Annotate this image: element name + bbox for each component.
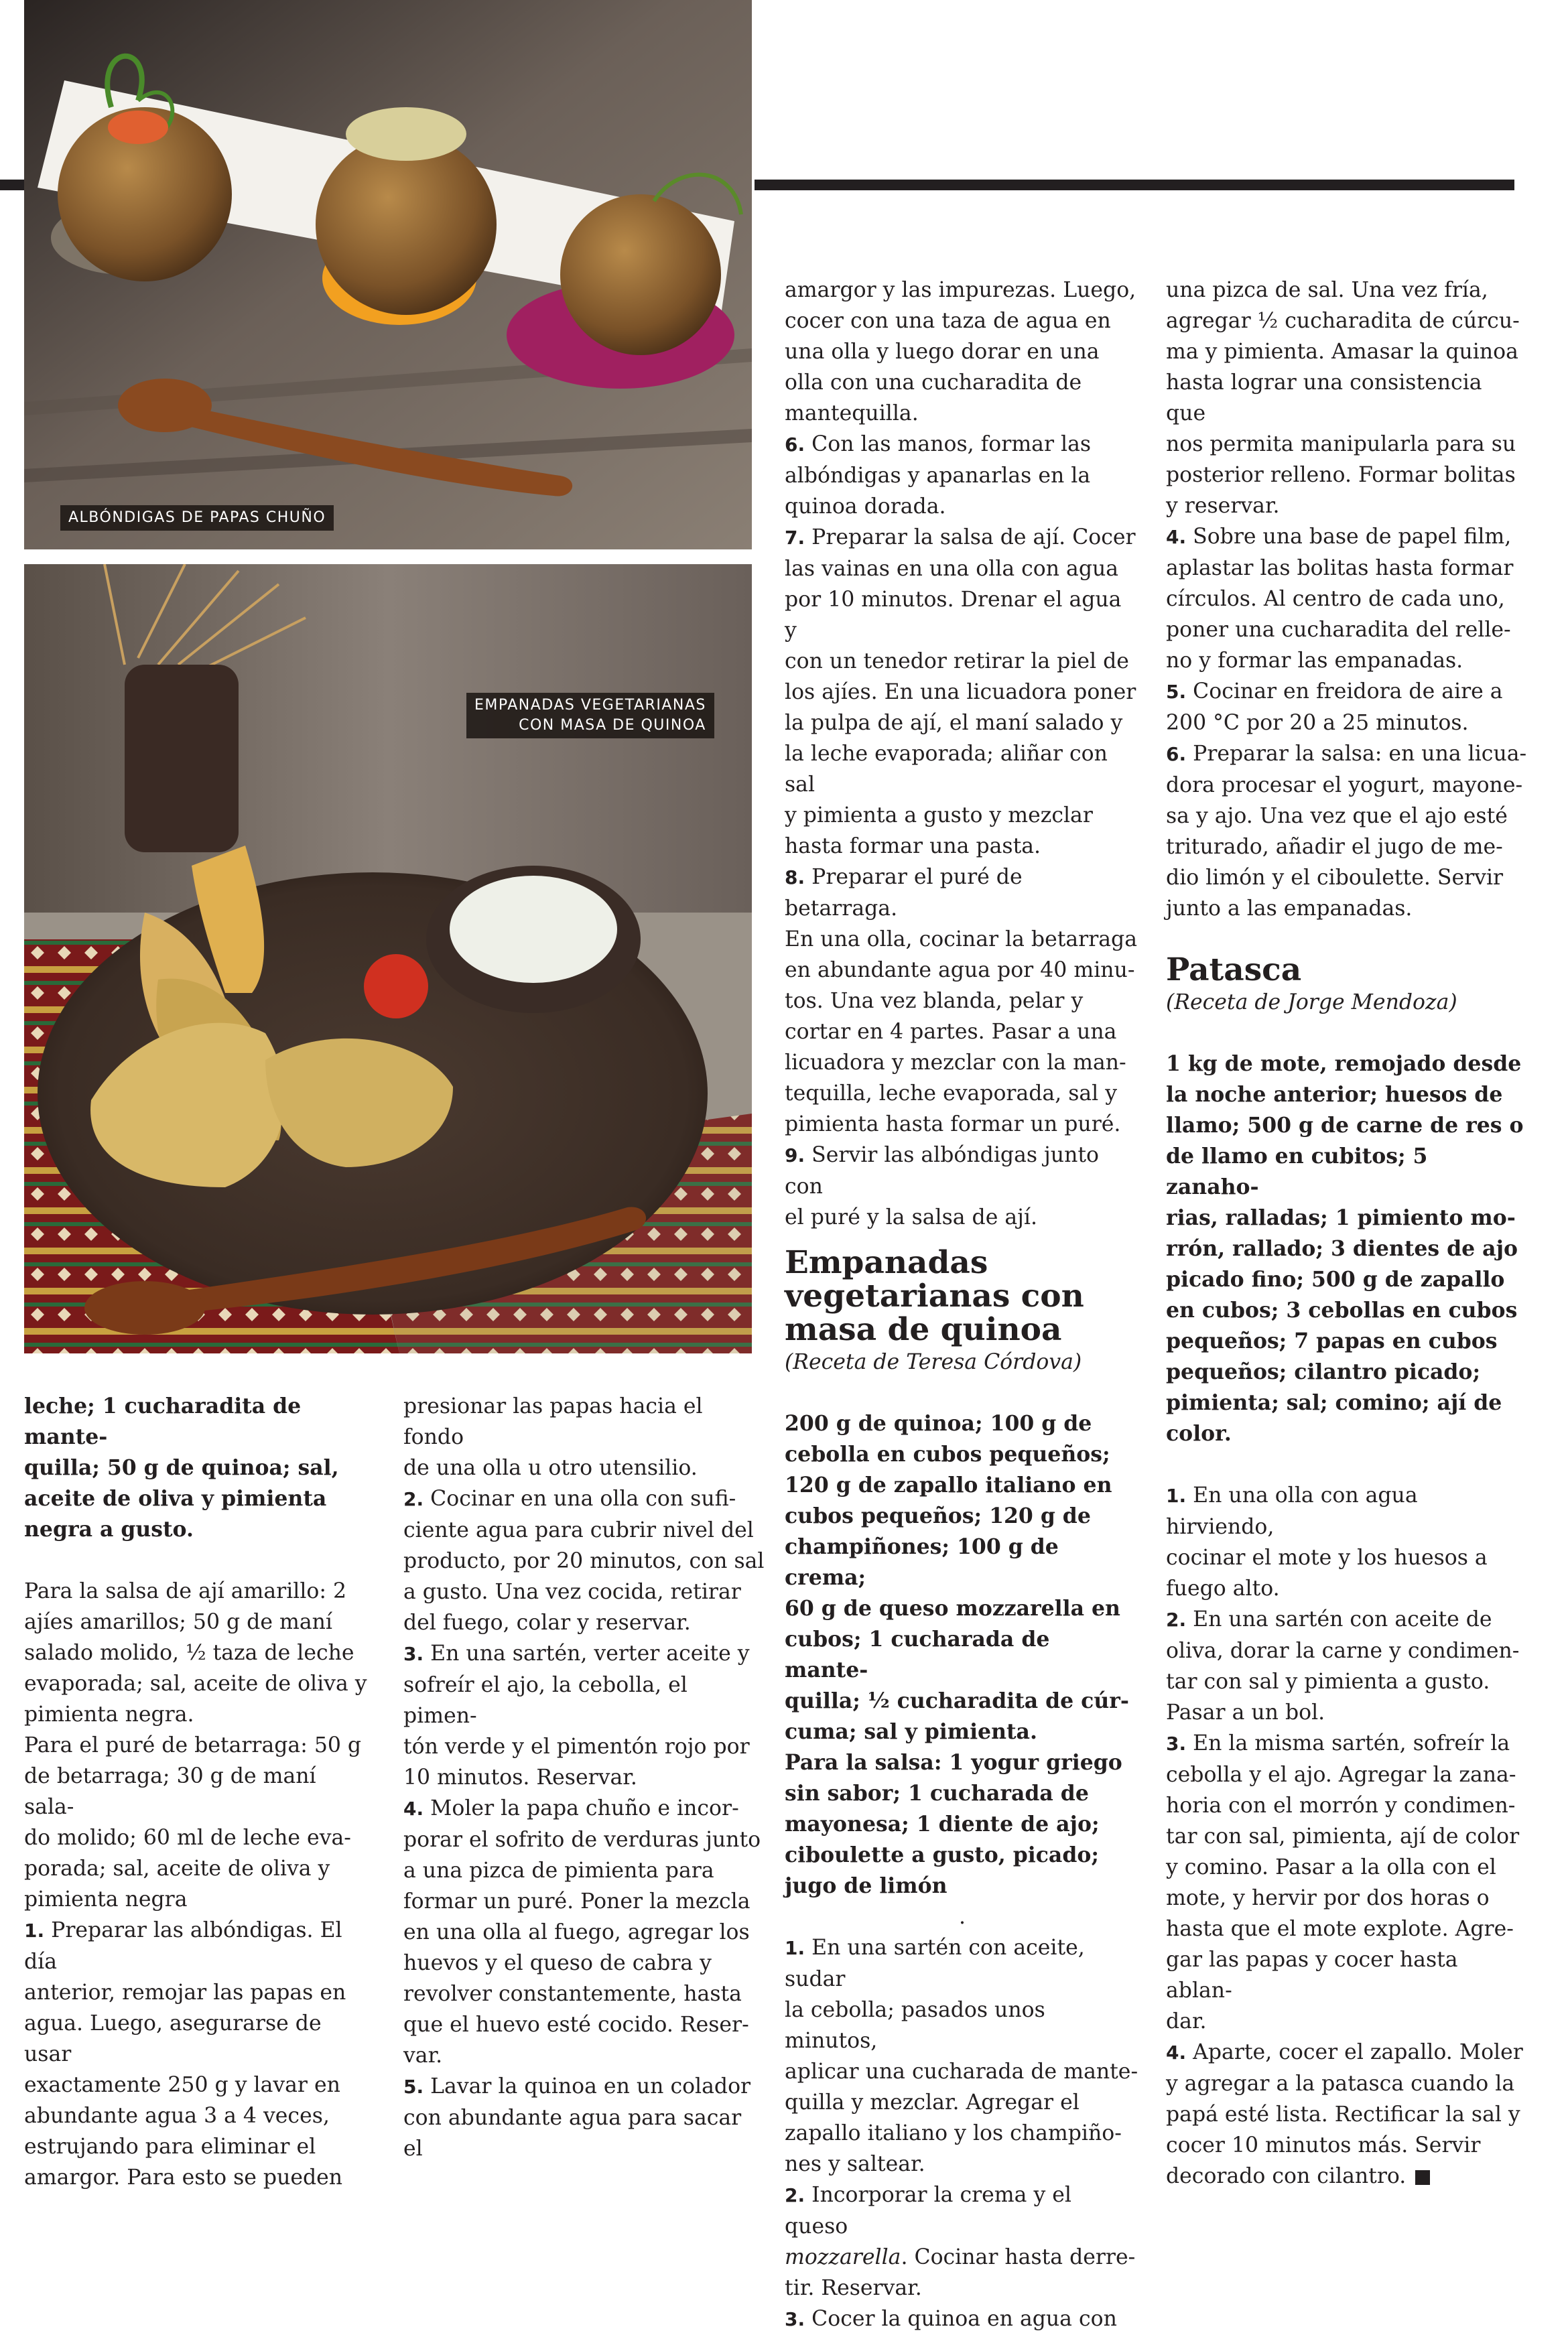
text-line: dio limón y el ciboulette. Servir xyxy=(1166,866,1504,890)
text-line: tar con sal, pimienta, ají de color xyxy=(1166,1824,1520,1849)
step-number: 5. xyxy=(403,2076,424,2098)
text-line: dar. xyxy=(1166,2009,1207,2033)
text-line: picado fino; 500 g de zapallo xyxy=(1166,1267,1505,1292)
text-line: el puré y la salsa de ají. xyxy=(785,1205,1038,1229)
text-line: albóndigas y apanarlas en la xyxy=(785,464,1091,488)
caption-line: CON MASA DE QUINOA xyxy=(519,717,706,734)
text-line: Pasar a un bol. xyxy=(1166,1700,1325,1725)
step-list xyxy=(1166,521,1528,924)
step-number: 4. xyxy=(1166,2042,1187,2064)
text-line xyxy=(1166,2161,1528,2192)
text-line: do molido; 60 ml de leche eva- xyxy=(24,1826,351,1850)
text-line: la cebolla; pasados unos minutos, xyxy=(785,1998,1045,2053)
text-line: la leche evaporada; aliñar con sal xyxy=(785,742,1108,797)
step-text: Cocinar en una olla con sufi- xyxy=(430,1487,736,1511)
text-line: anterior, remojar las papas en xyxy=(24,1981,346,2005)
text-line: ciboulette a gusto, picado; xyxy=(785,1843,1099,1867)
text-line: nos permita manipularla para su xyxy=(1166,432,1516,456)
text-line: gar las papas y cocer hasta ablan- xyxy=(1166,1948,1458,2003)
caption-line: EMPANADAS VEGETARIANAS xyxy=(474,697,706,714)
step-number: 5. xyxy=(1166,681,1187,703)
step-text: Cocinar en freidora de aire a xyxy=(1193,679,1503,704)
text-line: quilla; 50 g de quinoa; sal, xyxy=(24,1455,339,1480)
recipe-title xyxy=(1166,953,1528,987)
text-line xyxy=(785,2304,1140,2335)
step-text: Preparar la salsa: en una licua- xyxy=(1193,742,1527,766)
text-line: a gusto. Una vez cocida, retirar xyxy=(403,1580,741,1604)
text-line: llamo; 500 g de carne de res o xyxy=(1166,1113,1524,1138)
step-text: Preparar las albóndigas. El día xyxy=(24,1918,342,1974)
step-text: En una sartén, verter aceite y xyxy=(430,1642,750,1666)
text-line: amargor y las impurezas. Luego, xyxy=(785,278,1136,302)
title-line: Empanadas xyxy=(785,1244,988,1281)
ingredients-block xyxy=(1166,1049,1528,1449)
text-line: pequeños; 7 papas en cubos xyxy=(1166,1329,1498,1353)
text-line: y comino. Pasar a la olla con el xyxy=(1166,1855,1496,1879)
step-text: Incorporar la crema y el queso xyxy=(785,2183,1071,2239)
text-line: amargor. Para esto se pueden xyxy=(24,2165,343,2190)
text-line: fuego alto. xyxy=(1166,1577,1280,1601)
text-line: círculos. Al centro de cada uno, xyxy=(1166,587,1505,611)
text-line: Para la salsa: 1 yogur griego xyxy=(785,1750,1122,1775)
step xyxy=(785,429,1140,522)
text-line: jugo de limón xyxy=(785,1873,948,1898)
text-line: tir. Reservar. xyxy=(785,2276,922,2300)
step xyxy=(1166,676,1528,738)
text-line xyxy=(1166,1480,1528,1542)
text-line: aceite de oliva y pimienta xyxy=(24,1486,327,1511)
text-line: mayonesa; 1 diente de ajo; xyxy=(785,1812,1100,1837)
step-number: 4. xyxy=(403,1798,424,1820)
text-line xyxy=(785,429,1140,460)
text-line: de una olla u otro utensilio. xyxy=(403,1456,698,1480)
text-line xyxy=(403,1793,765,1824)
pure-block xyxy=(24,1730,373,1915)
step-number: 6. xyxy=(785,433,805,456)
text-line: cocer 10 minutos más. Servir xyxy=(1166,2133,1481,2157)
step-text: Cocer la quinoa en agua con xyxy=(811,2307,1117,2331)
text-line xyxy=(403,2071,765,2103)
recipe-credit: (Receta de Jorge Mendoza) xyxy=(1166,990,1457,1014)
text-line: con un tenedor retirar la piel de xyxy=(785,649,1129,673)
text-line xyxy=(1166,1728,1528,1759)
photo-caption-empanadas xyxy=(466,693,714,738)
text-line: hasta que el mote explote. Agre- xyxy=(1166,1917,1514,1941)
text-line: evaporada; sal, aceite de oliva y xyxy=(24,1672,367,1696)
text-line xyxy=(785,1140,1140,1202)
text-line: quinoa dorada. xyxy=(785,494,946,519)
step-number: 7. xyxy=(785,527,805,549)
recipe-title xyxy=(785,1246,1140,1347)
step-text: Sobre una base de papel film, xyxy=(1193,525,1512,549)
text-line: producto, por 20 minutos, con sal xyxy=(403,1549,765,1573)
text-line: cocinar el mote y los huesos a xyxy=(1166,1546,1488,1570)
text-line xyxy=(403,1483,765,1515)
text-line xyxy=(24,1915,373,1977)
text-line: y pimienta a gusto y mezclar xyxy=(785,803,1093,827)
step-text: Preparar la salsa de ají. Cocer xyxy=(811,525,1136,549)
step xyxy=(403,1793,765,2071)
step-text: En una sartén con aceite, sudar xyxy=(785,1936,1085,1991)
text-line xyxy=(1166,521,1528,553)
text-line: junto a las empanadas. xyxy=(1166,896,1413,921)
step-number: 1. xyxy=(24,1920,45,1942)
text-line: quilla; ½ cucharadita de cúr- xyxy=(785,1688,1129,1713)
step-text: Con las manos, formar las xyxy=(811,432,1092,456)
text-line: cebolla y el ajo. Agregar la zana- xyxy=(1166,1763,1516,1787)
step-number: 6. xyxy=(1166,743,1187,765)
text-line: tar con sal y pimienta a gusto. xyxy=(1166,1670,1490,1694)
step xyxy=(785,522,1140,862)
text-line: 200 g de quinoa; 100 g de xyxy=(785,1411,1092,1436)
text-line: con abundante agua para sacar el xyxy=(403,2106,742,2161)
text-line: ciente agua para cubrir nivel del xyxy=(403,1518,754,1542)
text-line: ajíes amarillos; 50 g de maní xyxy=(24,1610,333,1634)
text-line: Para la salsa de ají amarillo: 2 xyxy=(24,1579,347,1603)
step-number: 2. xyxy=(1166,1609,1187,1631)
text-line: champiñones; 100 g de crema; xyxy=(785,1534,1059,1590)
step-number: 4. xyxy=(1166,526,1187,548)
text-line: sofreír el ajo, la cebolla, el pimen- xyxy=(403,1673,688,1728)
text-line: tos. Una vez blanda, pelar y xyxy=(785,989,1084,1013)
text-line: rias, ralladas; 1 pimiento mo- xyxy=(1166,1205,1516,1230)
text-line: pimienta; sal; comino; ají de xyxy=(1166,1390,1502,1415)
text-line: los ajíes. En una licuadora poner xyxy=(785,680,1136,704)
step xyxy=(403,1638,765,1793)
step-text: . Cocinar hasta derre- xyxy=(901,2245,1136,2269)
photo-albondigas xyxy=(24,0,752,549)
text-line: y agregar a la patasca cuando la xyxy=(1166,2072,1515,2096)
text-line: oliva, dorar la carne y condimen- xyxy=(1166,1639,1520,1663)
text-line xyxy=(1166,1604,1528,1636)
step-text: Servir las albóndigas junto con xyxy=(785,1143,1099,1199)
step xyxy=(403,2071,765,2164)
text-line: salado molido, ½ taza de leche xyxy=(24,1641,354,1665)
title-line: vegetarianas con xyxy=(785,1278,1084,1315)
text-line: pimienta hasta formar un puré. xyxy=(785,1112,1121,1136)
text-line: cubos pequeños; 120 g de xyxy=(785,1504,1091,1528)
text-line xyxy=(785,2180,1140,2242)
text-line: las vainas en una olla con agua xyxy=(785,557,1119,581)
text-line: de llamo en cubitos; 5 zanaho- xyxy=(1166,1144,1428,1199)
salsa-aji-block xyxy=(24,1576,373,1730)
text-line: cubos; 1 cucharada de mante- xyxy=(785,1627,1050,1682)
step xyxy=(1166,1480,1528,1604)
text-line: agua. Luego, asegurarse de usar xyxy=(24,2011,322,2066)
step-number: 1. xyxy=(1166,1485,1187,1507)
text-line: quilla y mezclar. Agregar el xyxy=(785,2090,1080,2115)
text-line: triturado, añadir el jugo de me- xyxy=(1166,835,1503,859)
photo-caption-albondigas xyxy=(60,505,334,531)
step-list xyxy=(403,1483,765,2164)
text-line: Para el puré de betarraga: 50 g xyxy=(24,1733,362,1757)
text-line: 60 g de queso mozzarella en xyxy=(785,1596,1120,1621)
column-1 xyxy=(24,1391,373,2193)
text-line: posterior relleno. Formar bolitas xyxy=(1166,463,1516,487)
step-text: Preparar el puré de betarraga. xyxy=(785,865,1023,921)
text-line: olla con una cucharadita de xyxy=(785,371,1082,395)
text-line: en cubos; 3 cebollas en cubos xyxy=(1166,1298,1518,1323)
text-line xyxy=(785,2242,1140,2273)
step-number: 8. xyxy=(785,866,805,888)
text-line xyxy=(403,1638,765,1670)
text-line: 10 minutos. Reservar. xyxy=(403,1765,637,1790)
text-line: presionar las papas hacia el fondo xyxy=(403,1394,703,1449)
text-line: porar el sofrito de verduras junto xyxy=(403,1828,761,1852)
text-line: cocer con una taza de agua en xyxy=(785,309,1111,333)
text-line: leche; 1 cucharadita de mante- xyxy=(24,1394,302,1449)
end-of-article-mark xyxy=(1415,2170,1430,2185)
text-line: hasta lograr una consistencia que xyxy=(1166,371,1482,425)
text-line: papá esté lista. Rectificar la sal y xyxy=(1166,2103,1520,2127)
text-line: formar un puré. Poner la mezcla xyxy=(403,1889,750,1914)
step-list xyxy=(1166,1480,1528,2192)
text-line: pequeños; cilantro picado; xyxy=(1166,1359,1481,1384)
step-text: decorado con cilantro. xyxy=(1166,2164,1407,2188)
title-line: Patasca xyxy=(1166,951,1302,988)
text-line: porada; sal, aceite de oliva y xyxy=(24,1857,330,1881)
text-line: sin sabor; 1 cucharada de xyxy=(785,1781,1089,1806)
text-line: mantequilla. xyxy=(785,401,919,425)
text-line xyxy=(1166,676,1528,708)
step-number: 3. xyxy=(403,1643,424,1665)
text-line: 200 °C por 20 a 25 minutos. xyxy=(1166,711,1469,735)
text-line: agregar ½ cucharadita de cúrcu- xyxy=(1166,309,1520,333)
text-line: color. xyxy=(1166,1421,1232,1446)
text-line: la noche anterior; huesos de xyxy=(1166,1082,1503,1107)
italic-term: mozzarella xyxy=(785,2245,901,2269)
caption-line: ALBÓNDIGAS DE PAPAS CHUÑO xyxy=(68,509,326,526)
text-line: hasta formar una pasta. xyxy=(785,834,1041,858)
text-line: a una pizca de pimienta para xyxy=(403,1859,714,1883)
column-3 xyxy=(785,275,1140,2335)
stray-dot: . xyxy=(958,1905,966,1929)
step xyxy=(403,1483,765,1638)
text-line: rrón, rallado; 3 dientes de ajo xyxy=(1166,1236,1518,1261)
text-line: pimienta negra xyxy=(24,1887,188,1912)
text-line xyxy=(1166,2037,1528,2068)
text-line: pimienta negra. xyxy=(24,1703,194,1727)
text-line xyxy=(785,862,1140,924)
text-line: tón verde y el pimentón rojo por xyxy=(403,1735,750,1759)
top-rule-left xyxy=(0,180,24,190)
step-text: Aparte, cocer el zapallo. Moler xyxy=(1193,2040,1523,2064)
step-number: 1. xyxy=(785,1937,805,1959)
text-line: aplicar una cucharada de mante- xyxy=(785,2060,1138,2084)
text-line: por 10 minutos. Drenar el agua y xyxy=(785,588,1122,643)
step xyxy=(785,1140,1140,1233)
step-text: En una olla con agua hirviendo, xyxy=(1166,1483,1418,1539)
text-line: 1 kg de mote, remojado desde xyxy=(1166,1051,1522,1076)
text-line: cebolla en cubos pequeños; xyxy=(785,1442,1110,1467)
text-line xyxy=(1166,738,1528,770)
text-line: estrujando para eliminar el xyxy=(24,2135,316,2159)
text-line: cortar en 4 partes. Pasar a una xyxy=(785,1020,1117,1044)
step-number: 2. xyxy=(785,2184,805,2206)
text-line: una pizca de sal. Una vez fría, xyxy=(1166,278,1488,302)
text-line: de betarraga; 30 g de maní sala- xyxy=(24,1764,316,1819)
step xyxy=(1166,1728,1528,2037)
step xyxy=(1166,2037,1528,2192)
step-text: Lavar la quinoa en un colador xyxy=(430,2074,751,2098)
text-line: del fuego, colar y reservar. xyxy=(403,1611,691,1635)
step xyxy=(1166,738,1528,924)
column-2 xyxy=(403,1391,765,2164)
text-line: no y formar las empanadas. xyxy=(1166,649,1463,673)
recipe-credit: (Receta de Teresa Córdova) xyxy=(785,1350,1082,1374)
text-line: aplastar las bolitas hasta formar xyxy=(1166,556,1514,580)
text-line: tequilla, leche evaporada, sal y xyxy=(785,1081,1118,1106)
step-text: En la misma sartén, sofreír la xyxy=(1193,1731,1510,1755)
text-line: nes y saltear. xyxy=(785,2152,925,2176)
step xyxy=(1166,1604,1528,1728)
ingredients-block xyxy=(24,1391,373,1545)
top-rule-right xyxy=(755,180,1514,190)
step-list xyxy=(785,429,1140,1233)
text-line: la pulpa de ají, el maní salado y xyxy=(785,711,1123,735)
step-text: Moler la papa chuño e incor- xyxy=(430,1796,739,1820)
text-line xyxy=(785,1932,1140,1995)
text-line: negra a gusto. xyxy=(24,1517,194,1542)
text-line: exactamente 250 g y lavar en xyxy=(24,2073,340,2097)
step-number: 9. xyxy=(785,1144,805,1166)
text-line: licuadora y mezclar con la man- xyxy=(785,1051,1126,1075)
title-line: masa de quinoa xyxy=(785,1311,1062,1348)
text-line: en una olla al fuego, agregar los xyxy=(403,1920,750,1944)
text-line: y reservar. xyxy=(1166,494,1280,518)
text-line: abundante agua 3 a 4 veces, xyxy=(24,2104,330,2128)
step xyxy=(785,862,1140,1140)
text-line: poner una cucharadita del relle- xyxy=(1166,618,1511,642)
step-2 xyxy=(785,2180,1140,2304)
text-line: una olla y luego dorar en una xyxy=(785,340,1100,364)
text-line: que el huevo esté cocido. Reser- xyxy=(403,2013,749,2037)
text-line: zapallo italiano y los champiño- xyxy=(785,2121,1122,2145)
text-line xyxy=(785,522,1140,553)
text-line: revolver constantemente, hasta xyxy=(403,1982,742,2006)
text-line: mote, y hervir por dos horas o xyxy=(1166,1886,1490,1910)
text-line: en abundante agua por 40 minu- xyxy=(785,958,1135,982)
text-line: var. xyxy=(403,2044,443,2068)
step-text: En una sartén con aceite de xyxy=(1193,1607,1492,1631)
ingredients-block xyxy=(785,1408,1140,1902)
step-1 xyxy=(24,1915,373,2193)
column-4 xyxy=(1166,275,1528,2192)
text-line: horia con el morrón y condimen- xyxy=(1166,1794,1516,1818)
text-line: sa y ajo. Una vez que el ajo esté xyxy=(1166,804,1508,828)
step-number: 3. xyxy=(785,2308,805,2330)
step-number: 2. xyxy=(403,1488,424,1510)
step xyxy=(1166,521,1528,676)
step-number: 3. xyxy=(1166,1733,1187,1755)
step-3 xyxy=(785,2304,1140,2335)
text-line: dora procesar el yogurt, mayone- xyxy=(1166,773,1523,797)
text-line: ma y pimienta. Amasar la quinoa xyxy=(1166,340,1518,364)
step-1 xyxy=(785,1932,1140,2180)
text-line: cuma; sal y pimienta. xyxy=(785,1719,1037,1744)
text-line: huevos y el queso de cabra y xyxy=(403,1951,712,1975)
text-line: En una olla, cocinar la betarraga xyxy=(785,927,1137,951)
photo-empanadas xyxy=(24,564,752,1353)
text-line: 120 g de zapallo italiano en xyxy=(785,1473,1112,1497)
